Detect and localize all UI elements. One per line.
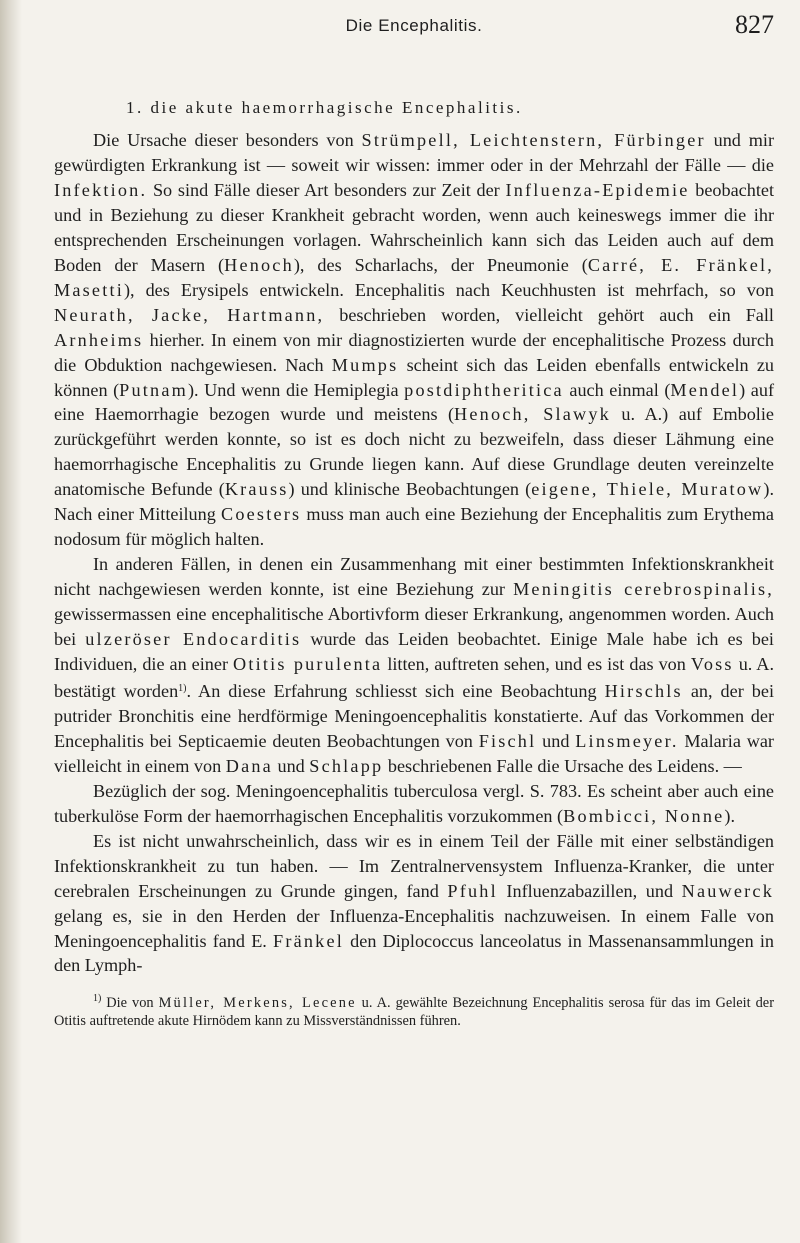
paragraph-tuberculosa: Bezüglich der sog. Meningoencephalitis tuberculosa vergl. S. 783. Es scheint aber auch eine tuberkulöse Form der haemorrhagischen Encephalitis vorzukommen (Bombicci, Nonne).	[54, 780, 774, 826]
spaced-name: Putnam	[119, 379, 188, 400]
spaced-name: Henoch, Slawyk	[454, 404, 611, 425]
spaced-name: Hirschls	[604, 680, 683, 701]
spaced-name: Linsmeyer.	[575, 730, 679, 751]
footnote-marker: 1)	[93, 993, 102, 1005]
footnote-marker: 1)	[178, 682, 187, 694]
spaced-name: Infektion.	[54, 179, 148, 200]
spaced-name: Bombicci, Nonne	[563, 805, 725, 826]
spaced-name: Neurath, Jacke, Hartmann,	[54, 304, 325, 325]
spaced-name: Arnheims	[54, 329, 144, 350]
paragraph-independent-infection: Es ist nicht unwahrscheinlich, dass wir es in einem Teil der Fälle mit einer selbständigen Infektionskrankheit zu tun haben. — Im Zentralnervensystem Influenza-Kranker, die unter cerebralen Erscheinungen zu Grunde gingen, fand Pfuhl Influenzabazillen, und Nauwerck gelang es, sie in den Herden der Influenza-Encephalitis nachzuweisen. In einem Falle von Meningoencephalitis fand E. Fränkel den Diplococcus lanceolatus in Massenansammlungen in den Lymph-	[54, 830, 774, 976]
spaced-name: Müller, Merkens, Lecene	[158, 995, 357, 1012]
spaced-name: Fischl	[478, 730, 537, 751]
book-page	[54, 8, 774, 1031]
spaced-name: Meningitis cerebrospinalis,	[513, 579, 774, 600]
spaced-name: Otitis purulenta	[233, 654, 383, 675]
spaced-name: Coesters	[221, 504, 302, 525]
footnote-separator	[54, 978, 774, 990]
spaced-name: eigene, Thiele, Muratow	[531, 479, 764, 500]
spaced-name: ulzeröser Endocarditis	[85, 629, 302, 650]
spaced-name: Fränkel	[273, 930, 344, 951]
running-title: Die Encephalitis.	[345, 16, 483, 35]
spaced-name: Schlapp	[309, 755, 384, 776]
section-heading: 1. die akute haemorrhagische Encephalitis.	[126, 98, 523, 117]
spaced-name: Mendel	[670, 379, 740, 400]
paragraph-causes-infection: Die Ursache dieser besonders von Strümpell, Leichtenstern, Fürbinger und mir gewürdigten Erkrankung ist — soweit wir wissen: immer oder in der Mehrzahl der Fälle — die Infektion. So sind Fälle dieser Art besonders zur Zeit der Influenza-Epidemie beobachtet und in Beziehung zu dieser Krankheit gebracht worden, wenn auch keineswegs immer die ihr entsprechenden Erscheinungen vorlagen. Wahrscheinlich kann sich das Leiden auch auf dem Boden der Masern (Henoch), des Scharlachs, der Pneumonie (Carré, E. Fränkel, Masetti), des Erysipels entwickeln. Encephalitis nach Keuchhusten ist mehrfach, so von Neurath, Jacke, Hartmann, beschrieben worden, vielleicht gehört auch ein Fall Arnheims hierher. In einem von mir diagnostizierten wurde der encephalitische Prozess durch die Obduktion nachgewiesen. Nach Mumps scheint sich das Leiden ebenfalls entwickeln zu können (Putnam). Und wenn die Hemiplegia postdiphtheritica auch einmal (Mendel) auf eine Haemorrhagie bezogen wurde und meistens (Henoch, Slawyk u. A.) auf Embolie zurückgeführt werden konnte, so ist es doch nicht zu bezweifeln, dass dieser Lähmung eine haemorrhagische Encephalitis zu Grunde liegen kann. Auf diese Grundlage deuten vereinzelte anatomische Befunde (Krauss) und klinische Beobachtungen (eigene, Thiele, Muratow). Nach einer Mitteilung Coesters muss man auch eine Beziehung der Encephalitis zum Erythema nodosum für möglich halten.	[54, 130, 774, 550]
spaced-name: Mumps	[331, 354, 399, 375]
spaced-name: Pfuhl	[447, 880, 498, 901]
body-text	[54, 128, 774, 978]
spaced-name: Krauss	[224, 479, 289, 500]
spaced-name: Voss	[690, 654, 734, 675]
spaced-name: Strümpell, Leichtenstern, Fürbinger	[361, 130, 706, 150]
paragraph-other-infections: In anderen Fällen, in denen ein Zusammenhang mit einer bestimmten Infektionskrankheit nicht nachgewiesen werden konnte, ist eine Beziehung zur Meningitis cerebrospinalis, gewissermassen eine encephalitische Abortivform dieser Erkrankung, angenommen worden. Auch bei ulzeröser Endocarditis wurde das Leiden beobachtet. Einige Male habe ich es bei Individuen, die an einer Otitis purulenta litten, auftreten sehen, und es ist das von Voss u. A. bestätigt worden$^{1)}$. An diese Erfahrung schliesst sich eine Beobachtung Hirschls an, der bei putrider Bronchitis eine herdförmige Meningoencephalitis konstatierte. Auf das Vorkommen der Encephalitis bei Septicaemie deuten Beobachtungen von Fischl und Linsmeyer. Malaria war vielleicht in einem von Dana und Schlapp beschriebenen Falle die Ursache des Leidens. —	[54, 554, 774, 776]
spaced-name: Dana	[225, 755, 273, 776]
spaced-name: Carré, E. Fränkel, Masetti	[54, 254, 774, 300]
page-number: 827	[735, 10, 774, 39]
spaced-name: Influenza-Epidemie	[505, 179, 690, 200]
spaced-name: Henoch	[224, 254, 294, 275]
book-binding-shadow	[0, 0, 22, 1243]
running-head	[54, 8, 774, 60]
footnote: $^{1)}$ Die von Müller, Merkens, Lecene u. A. gewählte Bezeichnung Encephalitis serosa für das im Geleit der Otitis auftretende akute Hirnödem kann zu Missverständnissen führen.	[54, 993, 774, 1029]
spaced-name: Nauwerck	[681, 880, 774, 901]
spaced-name: postdiphtheritica	[404, 379, 564, 400]
